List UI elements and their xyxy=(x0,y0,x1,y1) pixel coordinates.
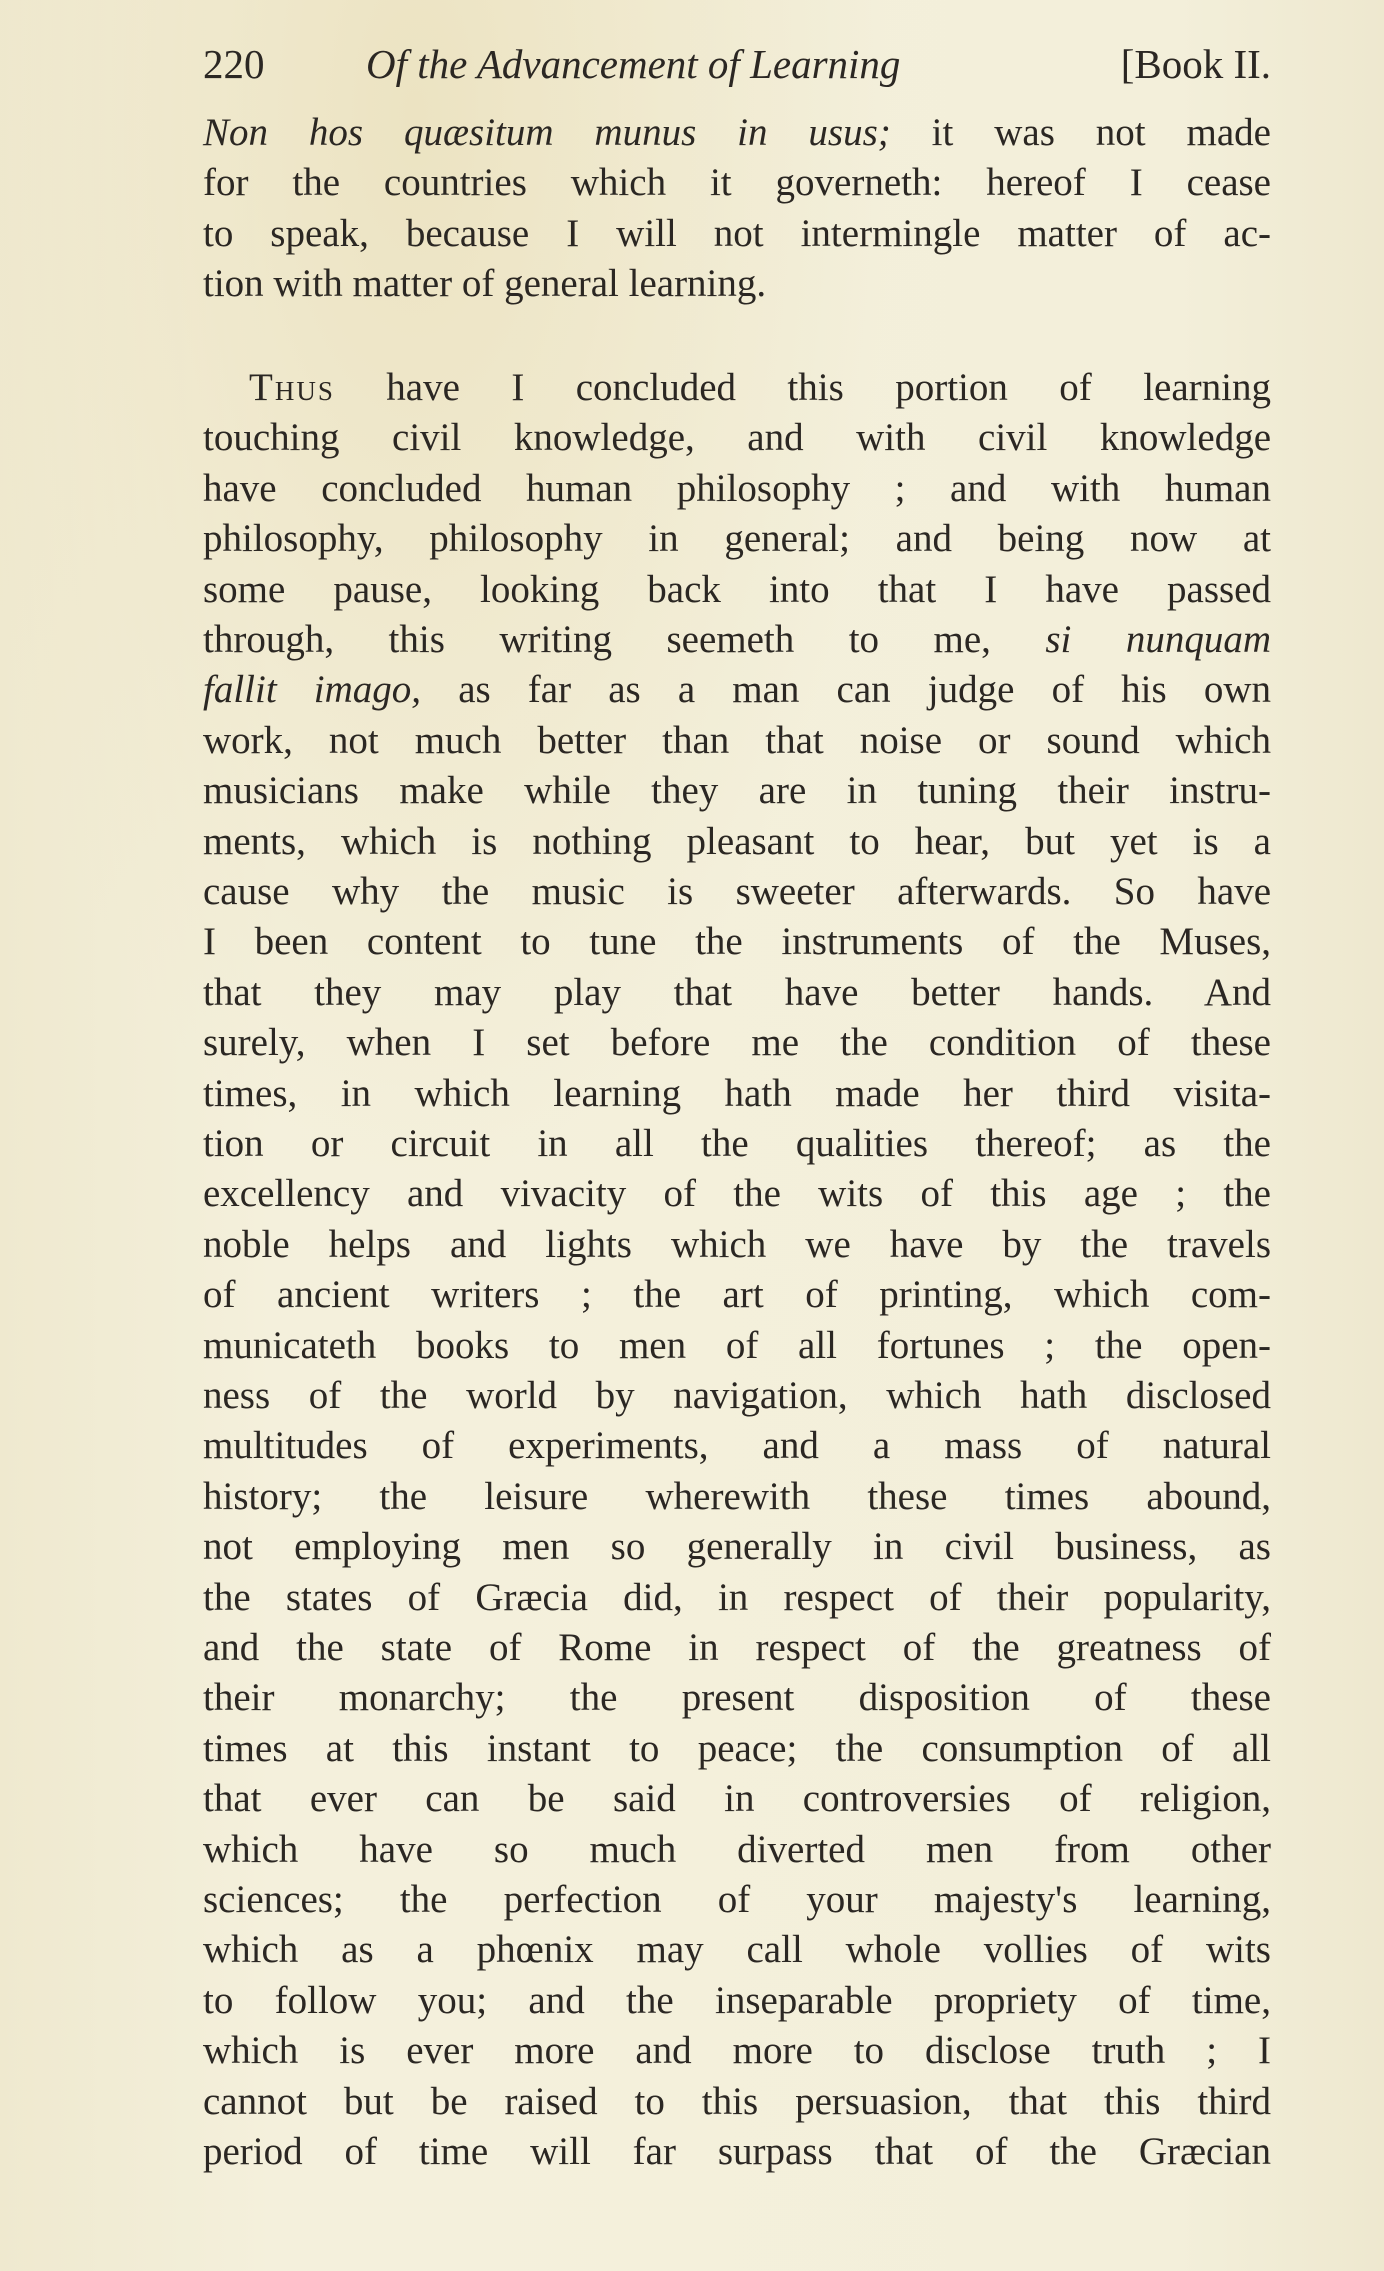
text-segment: I been content to tune the instruments of the Muses, xyxy=(203,920,1271,964)
text-line xyxy=(203,1573,1271,1623)
text-line xyxy=(203,2026,1271,2076)
text-segment: through, this writing seemeth to me, xyxy=(203,618,1046,661)
text-segment: touching civil knowledge, and with civil knowledge xyxy=(203,416,1271,460)
text-line xyxy=(203,968,1271,1018)
text-line xyxy=(203,514,1271,564)
text-segment: noble helps and lights which we have by the travels xyxy=(203,1222,1271,1266)
text-segment: tion with matter of general learning. xyxy=(203,262,767,306)
text-line xyxy=(203,766,1271,816)
text-line xyxy=(203,1673,1271,1723)
text-line xyxy=(203,1220,1271,1270)
text-segment: Thus xyxy=(249,366,335,409)
text-line xyxy=(203,1724,1271,1774)
running-title: Of the Advancement of Learning xyxy=(366,41,901,87)
text-line xyxy=(203,615,1271,665)
text-line xyxy=(203,1169,1271,1219)
text-segment: tion or circuit in all the qualities thereof; as the xyxy=(203,1122,1271,1165)
italic-text: Non hos quæsitum munus in usus; xyxy=(203,111,891,154)
text-line xyxy=(203,1472,1271,1522)
text-segment: history; the leisure wherewith these times abound, xyxy=(203,1474,1271,1518)
text-line xyxy=(203,1875,1271,1925)
text-segment: excellency and vivacity of the wits of this age ; the xyxy=(203,1172,1271,1216)
text-line xyxy=(203,1421,1271,1471)
text-line xyxy=(203,1976,1271,2026)
text-segment: work, not much better than that noise or sound which xyxy=(203,718,1271,762)
text-line xyxy=(203,2127,1271,2177)
text-segment: ness of the world by navigation, which hath disclosed xyxy=(203,1374,1271,1417)
text-line xyxy=(203,867,1271,917)
text-segment: period of time will far surpass that of the Græcian xyxy=(203,2130,1271,2173)
italic-text: si nunquam xyxy=(1045,618,1271,661)
text-segment: cause why the music is sweeter afterwards. So have xyxy=(203,870,1271,913)
text-segment: their monarchy; the present disposition of these xyxy=(203,1676,1271,1720)
text-segment: times at this instant to peace; the consumption of all xyxy=(203,1726,1271,1770)
book-section: [Book II. xyxy=(1120,41,1271,87)
text-line xyxy=(203,363,1271,413)
text-segment: have I concluded this portion of learning xyxy=(334,366,1271,409)
text-segment: which as a phœnix may call whole vollies of wits xyxy=(203,1928,1271,1972)
page-header xyxy=(203,36,1271,92)
text-line xyxy=(203,209,1271,259)
text-line xyxy=(203,413,1271,463)
text-line xyxy=(203,1371,1271,1421)
text-segment: that they may play that have better hands. And xyxy=(203,970,1271,1014)
text-line xyxy=(203,464,1271,514)
text-segment: surely, when I set before me the condition of these xyxy=(203,1021,1271,1065)
text-segment: it was not made xyxy=(890,111,1271,154)
text-line xyxy=(203,716,1271,766)
text-line xyxy=(203,2077,1271,2127)
page-number: 220 xyxy=(203,41,265,87)
text-line xyxy=(203,565,1271,615)
text-segment: for the countries which it governeth: hereof I cease xyxy=(203,161,1271,205)
text-segment: to speak, because I will not intermingle matter of ac- xyxy=(203,211,1271,255)
text-line xyxy=(203,1069,1271,1119)
text-segment: times, in which learning hath made her third visita- xyxy=(203,1071,1271,1115)
text-segment: have concluded human philosophy ; and with human xyxy=(203,466,1271,510)
text-line xyxy=(203,158,1271,208)
text-line xyxy=(203,1321,1271,1371)
text-segment: philosophy, philosophy in general; and being now at xyxy=(203,517,1271,561)
text-segment: the states of Græcia did, in respect of their popularity, xyxy=(203,1575,1271,1619)
text-segment: which is ever more and more to disclose truth ; I xyxy=(203,2029,1271,2073)
text-line xyxy=(203,1270,1271,1320)
text-line xyxy=(203,1623,1271,1673)
text-segment: to follow you; and the inseparable propriety of time, xyxy=(203,1978,1271,2022)
text-segment: as far as a man can judge of his own xyxy=(421,668,1271,712)
text-line xyxy=(203,1925,1271,1975)
text-segment: cannot but be raised to this persuasion, that this third xyxy=(203,2079,1271,2123)
text-line xyxy=(203,817,1271,867)
text-line xyxy=(203,1018,1271,1068)
text-segment: municateth books to men of all fortunes ; the open- xyxy=(203,1323,1271,1367)
text-line xyxy=(203,1522,1271,1572)
text-segment: ments, which is nothing pleasant to hear, but yet is a xyxy=(203,819,1271,863)
text-line xyxy=(203,665,1271,715)
text-line xyxy=(203,917,1271,967)
text-segment: musicians make while they are in tuning their instru- xyxy=(203,769,1271,813)
text-segment: that ever can be said in controversies of religion, xyxy=(203,1777,1271,1821)
text-line xyxy=(203,1119,1271,1169)
text-segment: of ancient writers ; the art of printing, which com- xyxy=(203,1273,1271,1317)
text-line xyxy=(203,1774,1271,1824)
text-segment: and the state of Rome in respect of the greatness of xyxy=(203,1626,1271,1669)
text-segment: which have so much diverted men from other xyxy=(203,1827,1271,1871)
text-segment: some pause, looking back into that I have passed xyxy=(203,567,1271,611)
text-line xyxy=(203,1825,1271,1875)
text-line xyxy=(203,108,1271,158)
italic-text: fallit imago, xyxy=(203,668,422,712)
text-segment: sciences; the perfection of your majesty's learning, xyxy=(203,1878,1271,1921)
text-line xyxy=(203,259,1271,309)
text-segment: not employing men so generally in civil business, as xyxy=(203,1525,1271,1569)
text-segment: multitudes of experiments, and a mass of natural xyxy=(203,1424,1271,1468)
